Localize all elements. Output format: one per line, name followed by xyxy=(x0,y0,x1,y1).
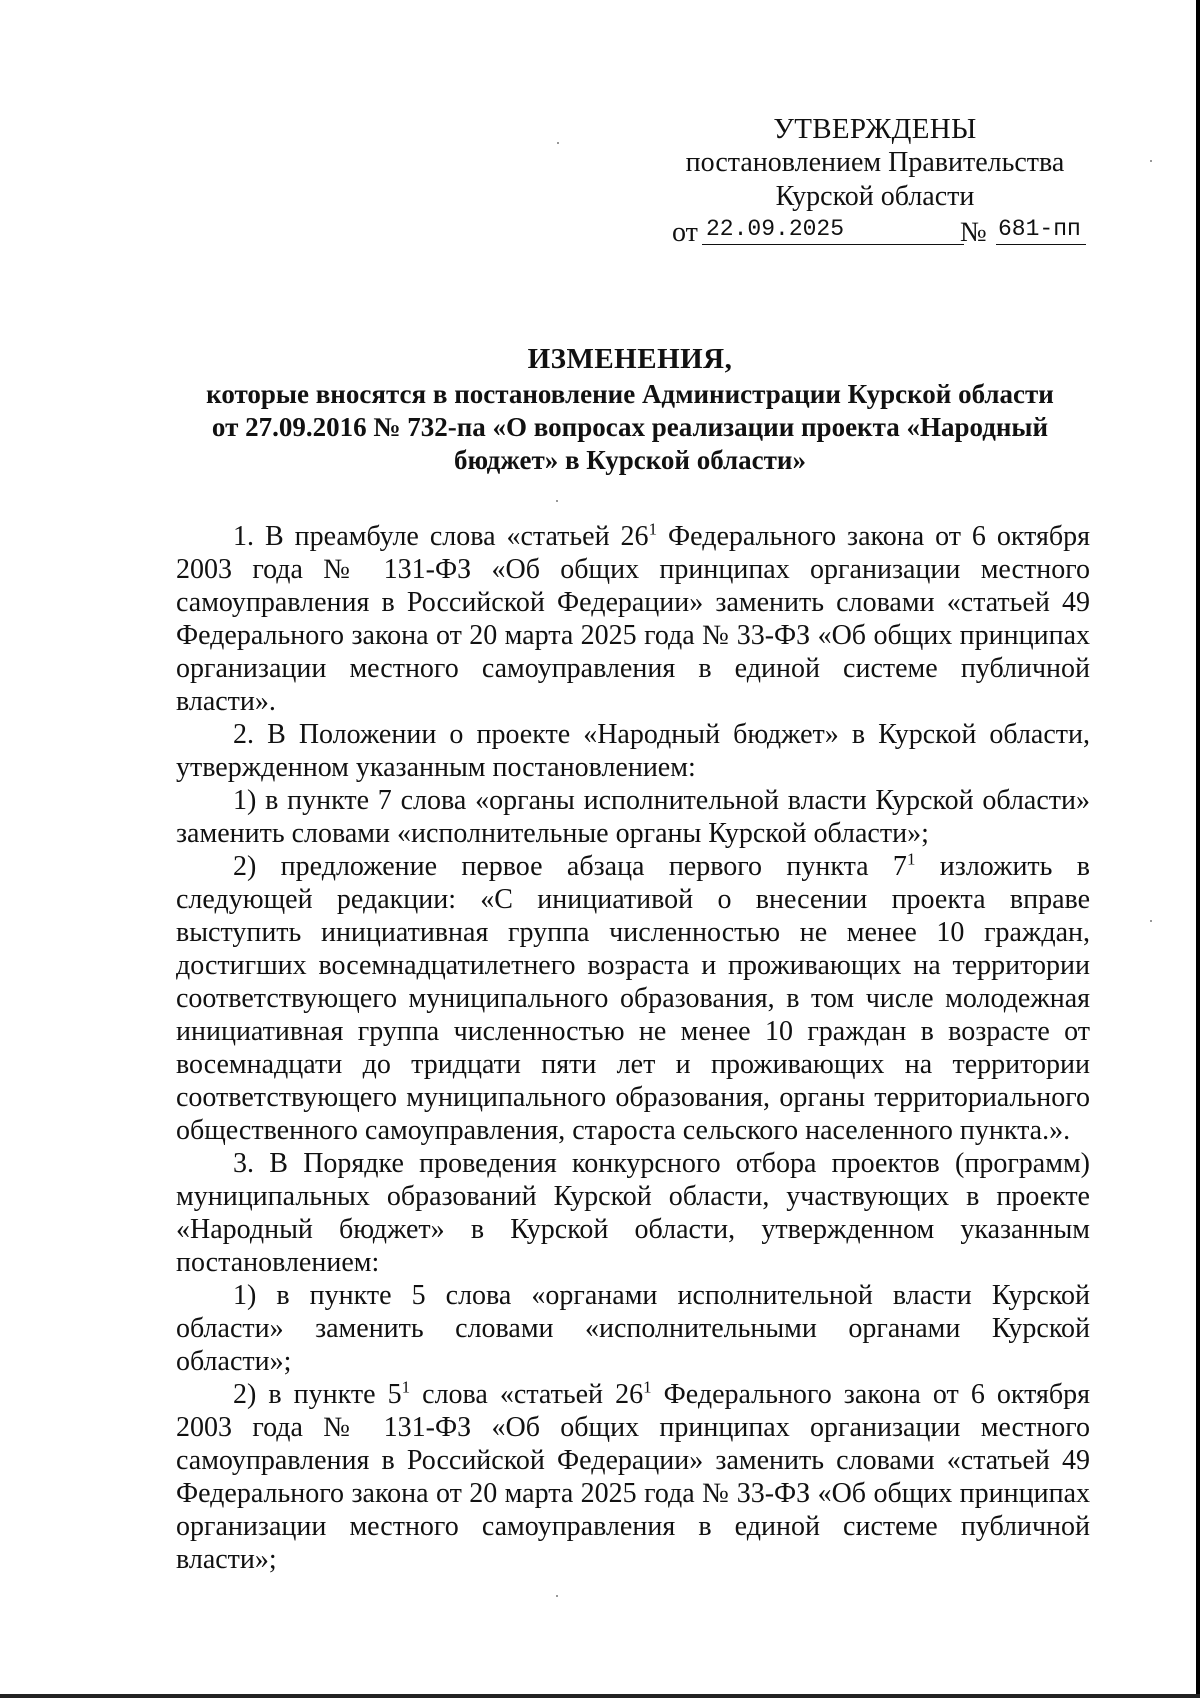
scan-speck xyxy=(1150,920,1152,922)
approval-line-2: Курской области xyxy=(775,181,975,212)
approval-block xyxy=(660,112,1090,250)
scan-speck xyxy=(1150,160,1152,162)
approval-date-line xyxy=(660,214,1090,250)
document-title: ИЗМЕНЕНИЯ, xyxy=(527,343,733,375)
approval-line-1: постановлением Правительства xyxy=(685,147,1065,178)
document-subtitle-line: которые вносятся в постановление Администрации Курской области xyxy=(206,379,1054,409)
approval-number: 681-пп xyxy=(996,214,1086,245)
paragraph-1: 1. В преамбуле слова «статьей $26^1$ Федерального закона от 6 октября 2003 года № 131-ФЗ «Об общих принципах организации местного самоуправления в Российской Федерации» заменить словами «статьей 49 Федерального закона от 20 марта 2025 года № 33-ФЗ «Об общих принципах организации местного самоуправления в единой системе публичной власти». xyxy=(176,519,1090,717)
scan-speck xyxy=(556,1595,558,1597)
document-subtitle-line: бюджет» в Курской области» xyxy=(454,445,806,475)
scan-edge-bottom xyxy=(0,1694,1200,1698)
scan-speck xyxy=(556,500,558,502)
document-subtitle-line: от 27.09.2016 № 732-па «О вопросах реализации проекта «Народный xyxy=(211,412,1049,442)
number-prefix: № xyxy=(960,217,987,248)
document-body xyxy=(176,520,1090,1576)
date-prefix: от xyxy=(672,217,698,248)
paragraph-2-item-2: 2) предложение первое абзаца первого пункта $7^1$ изложить в следующей редакции: «С инициативой о внесении проекта вправе выступить инициативная группа численностью не менее 10 граждан, достигших восемнадцатилетнего возраста и проживающих на территории соответствующего муниципального образования, в том числе молодежная инициативная группа численностью не менее 10 граждан в возрасте от восемнадцати до тридцати пяти лет и проживающих на территории соответствующего муниципального образования, органы территориального общественного самоуправления, староста сельского населенного пункта.». xyxy=(176,849,1090,1146)
paragraph-3: 3. В Порядке проведения конкурсного отбора проектов (программ) муниципальных образований Курской области, участвующих в проекте «Народный бюджет» в Курской области, утвержденном указанным постановлением: xyxy=(176,1148,1090,1278)
superscript: 1 xyxy=(643,1377,652,1397)
document-heading xyxy=(170,343,1090,477)
paragraph-2-item-1: 1) в пункте 7 слова «органы исполнительной власти Курской области» заменить словами «исполнительные органы Курской области»; xyxy=(176,785,1090,849)
paragraph-2: 2. В Положении о проекте «Народный бюджет» в Курской области, утвержденном указанным постановлением: xyxy=(176,719,1090,783)
approval-date: 22.09.2025 xyxy=(702,214,964,245)
scan-edge-right xyxy=(1196,0,1200,1698)
approved-stamp-text: УТВЕРЖДЕНЫ xyxy=(773,113,977,145)
scan-speck xyxy=(557,142,559,144)
paragraph-3-item-2: 2) в пункте $5^1$ слова «статьей $26^1$ Федерального закона от 6 октября 2003 года № 131-ФЗ «Об общих принципах организации местного самоуправления в Российской Федерации» заменить словами «статьей 49 Федерального закона от 20 марта 2025 года № 33-ФЗ «Об общих принципах организации местного самоуправления в единой системе публичной власти»; xyxy=(176,1377,1090,1575)
superscript: 1 xyxy=(906,849,916,869)
superscript: 1 xyxy=(401,1377,411,1397)
superscript: 1 xyxy=(648,519,658,539)
paragraph-3-item-1: 1) в пункте 5 слова «органами исполнительной власти Курской области» заменить словами «исполнительными органами Курской области»; xyxy=(176,1280,1090,1377)
